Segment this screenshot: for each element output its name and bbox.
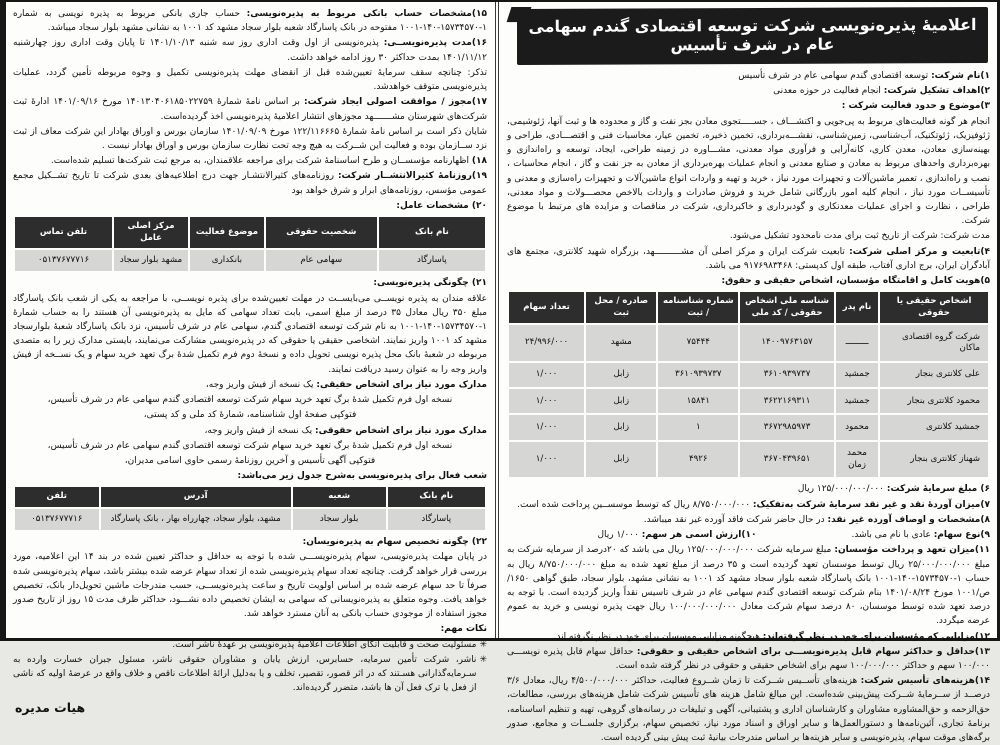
founder-father: ـــــــــ bbox=[836, 325, 878, 361]
branches-col-bank: نام بانک bbox=[388, 487, 485, 506]
item-11-label: ۱۱)میزان تعهد و پرداخت مؤسسان: bbox=[834, 545, 990, 556]
founders-col-issued: صادره / محل ثبت bbox=[586, 292, 656, 323]
items-9-10-row bbox=[507, 528, 990, 542]
item-11-founders-commitment bbox=[507, 543, 990, 628]
item-1-company-name bbox=[507, 69, 990, 83]
branch-address: مشهد، بلوار سجاد، چهارراه بهار ، بانک پاسارگاد bbox=[101, 509, 291, 530]
item-10-text: ۱/۰۰۰ ریال bbox=[597, 530, 639, 541]
item-17-license bbox=[13, 95, 487, 123]
branches-header-row bbox=[15, 487, 485, 506]
item-19-newspaper bbox=[13, 169, 487, 197]
item-14-establishment-costs bbox=[507, 674, 990, 745]
item-10-nominal-value bbox=[597, 528, 756, 542]
docs-legal-text: یک نسخه از فیش واریز وجه، bbox=[204, 425, 313, 436]
branch-name: بلوار سجاد bbox=[293, 509, 386, 530]
founders-header-row bbox=[509, 292, 988, 323]
board-signature: هیات مدیره bbox=[15, 699, 86, 715]
docs-legal-heading bbox=[13, 424, 487, 438]
founder-shares: ۱/۰۰۰ bbox=[509, 415, 584, 439]
founder-certificate: ۳۶۱۰۹۳۹۷۳۷ bbox=[658, 363, 738, 387]
item-21-heading bbox=[13, 276, 487, 290]
left-column bbox=[6, 2, 494, 715]
founder-shares: ۱/۰۰۰ bbox=[509, 442, 584, 478]
item-20-label: ۲۰) مشخصات عامل: bbox=[396, 200, 487, 211]
asterisk-icon: ✳ bbox=[479, 654, 487, 665]
item-17-note: شایان ذکر است بر اساس نامهٔ شمارهٔ ۱۲۲/۱۱۶۶۶۵ مورخ ۱۴۰۱/۰۹/۰۹ سازمان بورس و اوراق بهادار این شرکت معاف از ثبت نزد ســازمان بوده و فعالیت این شــرکت به هیچ وجه تحت نظارت سازمان بورس و اوراق بهادار نیست . bbox=[13, 126, 488, 151]
branches-heading bbox=[13, 469, 487, 483]
founders-col-father: نام پدر bbox=[836, 292, 878, 323]
item-8-label: ۸)مشخصات و اوصاف آورده غیر نقد: bbox=[827, 514, 990, 525]
item-21-body: علاقه مندان به پذیره نویســی می‌بایســت در مهلت تعیین‌شده برای پذیره نویســی، با مراجعه به یکی از شعب بانک پاسارگاد مبلغ ۳۵۰ ریال معادل ۳۵ درصد از مبلغ اسمی، بابت تعداد سهامی که مایل به پذیره‌نویسی آن هستند را به حساب شمارهٔ ۱-۱۵۷۳۴۵۷۰-۱۴۰-۱۰۰۱ به نام شرکت توسعه اقتصادی گندم، سهامی عام در شرف تأسیس، نزد بانک پاسارگاد شعبهٔ بلوارسجاد مشهد کد ۱۰۰۱ واریز نمایند. اشخاصی حقیقی یا حقوقی که در پذیره‌نویسی مشارکت می‌نمایند، بایستی مدارک زیر را به متصدی مربوطه در شعبهٔ بانک محل پذیره نویسی تحویل داده و نسخهٔ دوم فرم تکمیل شدهٔ برگ تعهد خرید سهام و یک نســخه از فیش واریز وجه را به عنوان رسید دریافت نمایند. bbox=[13, 293, 488, 375]
agent-header-row bbox=[15, 217, 485, 248]
table-row bbox=[509, 389, 988, 413]
branches-col-branch: شعبه bbox=[293, 487, 386, 506]
item-22-body: در پایان مهلت پذیره‌نویسی، سهام پذیره‌نویســـی شده با توجه به حداقل و حداکثر تعیین شده در بند ۱۴ این اعلامیه، مورد بررسی قرار خواهد گرفت. چنانچه تعداد سهام پذیره‌نویسی شده از تعداد سهام عرضه شده بیشتر باشد، سهام پذیره‌نویسی شده صرفاً تا حد سهام عرضه شده بر اساس اولویت تاریخ و ساعت پذیره‌نویســی، حسب مندرجات ماشین تحویل‌دار بانک، تخصیص خواهد یافت. وجوه متعلق به پذیره‌نویسانی که سهامی به ایشان تخصیص داده نشـــود، حداکثر ظرف مدت ۱۵ روز از تاریخ صدور مجوز استفاده از موجودی حساب بانکی به آنان مسترد خواهد شد. bbox=[13, 552, 487, 620]
branches-col-phone: تلفن bbox=[15, 487, 99, 506]
agent-bank: پاسارگاد bbox=[379, 250, 485, 271]
founder-shares: ۱/۰۰۰ bbox=[509, 363, 584, 387]
founder-national-id: ۳۶۱۰۹۳۹۷۳۷ bbox=[740, 363, 834, 387]
item-10-label: ۱۰)ارزش اسمی هر سهم: bbox=[641, 530, 757, 541]
item-6-capital bbox=[507, 482, 990, 496]
founder-issued: زابل bbox=[586, 363, 656, 387]
agent-head-office: مشهد بلوار سجاد bbox=[114, 250, 188, 271]
founder-name: شهناز کلانتری بنجار bbox=[880, 442, 988, 478]
item-7-text: ۸/۷۵۰/۰۰۰/۰۰۰ ریال که توسط موسســین پرداخت شده است. bbox=[517, 499, 751, 510]
note-bullet-1 bbox=[13, 638, 487, 652]
item-12-founder-benefits bbox=[507, 630, 990, 644]
founder-national-id: ۳۶۷۰۴۳۹۶۵۱ bbox=[740, 442, 834, 478]
item-11-text: مبلغ سرمایه شرکت ۱۲۵/۰۰۰/۰۰۰/۰۰۰ ریال می باشد که ۲۰درصد از سرمایه شرکت به مبلغ ۲۵/۰۰۰/۰۰۰/۰۰۰ ریال توسط موسسان تعهد گردیده است و ۳۵ درصد از مبلغ تعهد شده به مبلغ ۸/۷۵۰/۰۰۰/۰۰۰ ریال به حساب ۱-۱۵۷۳۴۵۷۰-۱۴۰-۱۰۰۱ بانک پاسارگاد شعبه بلوار سجاد مشهد کد ۱۰۰۱ به نشانی مشهد، بلوار سجاد، طبق گواهی ۱۶۵۰/ص/۱۰۰۱ مورخ ۱۴۰۱/۰۸/۲۴ بنام شرکت توسعه اقتصادی گندم سهامی عام در شرف تاسیس نقداً واریز گردیده است. با توجه به درصد تعهد شده توسط موسسان، ۸۰ درصد سهام شرکت معادل ۱۰۰/۰۰۰/۰۰۰/۰۰۰ ریال جهت پذیره نویسی و خرید به عموم عرضه میگردد. bbox=[507, 545, 991, 627]
item-14-text: هزینه‌های تأســیس شــرکت تا زمان شــروع فعالیت، حداکثر ۴/۵۰۰/۰۰۰/۰۰۰ ریال، معادل ۳/۶ درصــد از ســرمایهٔ شــرکت پیش‌بینی شده‌است. این مبالغ شامل هزینه های تأسیس شرکت شامل هزینه‌های بررسی، مطالعات، حق‌الزحمه و حق‌المشاوره مشاوران و کارشناسان اداری و پشتیبانی، آگهی و تبلیغات در رسانه‌های گروهی، تهیه و تنظیم اساسنامه، برنامهٔ تجاری، آئین‌نامه‌ها و دستورالعمل‌ها و سایر اوراق و اسناد مورد نیاز، تخصیص سهام، برگزاری جلســات و مجامع، صدور برگه‌های موقت سهام، پذیره‌نویسی و سایر هزینه‌ها بر اساس مندرجات بیانیهٔ ثبت پیش بینی گردیده است. bbox=[507, 676, 990, 744]
item-13-min-max-shares bbox=[507, 645, 990, 673]
item-1-text: توسعه اقتصادی گندم سهامی عام در شرف تأسیس bbox=[738, 71, 929, 81]
item-12-label: ۱۲)مزایایی که مؤسسان برای خود در نظر گرفته‌اند: bbox=[762, 631, 990, 642]
founder-national-id: ۳۶۷۲۹۸۵۹۷۳ bbox=[740, 415, 834, 439]
right-column bbox=[500, 2, 997, 744]
item-2-label: ۲)اهداف تشکیل شرکت: bbox=[883, 86, 990, 97]
item-2-text: انجام فعالیت در حوزه معدنی bbox=[773, 86, 881, 97]
item-8-noncash bbox=[507, 513, 990, 527]
item-5-heading bbox=[507, 274, 990, 288]
important-notes-label: نکات مهم: bbox=[440, 624, 487, 635]
founders-table bbox=[507, 290, 990, 479]
docs-individuals-line-1: نسخه اول فرم تکمیل شدهٔ برگ تعهد خرید سهام شرکت توسعه اقتصادی گندم سهامی عام در شرف تأسیس، bbox=[47, 395, 453, 406]
item-3-body: انجام هر گونه فعالیت‌های مربوط به پی‌جویی و اکتشـــاف ، جســـــتجوی معادن بجز نفت و گاز و محدوده ها و ثبت آنها، ژئوشیمی، ژئوفیزیک، ژئوتکنیک، آب‌شناسی، زمین‌شناسی، نقشـــه‌برداری، تخمین ذخیره، تخمین عیار، محاسبات فنی و اقتصـــادی، طراحی و بهینه‌سازی معادن، معدن کاری، کانه‌آرایی و فرآوری مواد معدنی، مشـــاوره در زمینه طراحی، ایجاد، توسعه و راه‌اندازی و بهره‌برداری واحدهای مربوط به معادن و صنایع معدنی و انجام عملیات بهره‌برداری از معادن به جز نفت و گاز ، انجام محاسبات ، نصب و راه‌اندازی ، تعمیر ماشین‌آلات و تجهیزات مورد نیاز ، خرید و تهیه و واردات انواع ماشین‌آلات و تجهیزات راه‌سازی و معدنی و تأسیســات مورد نیاز ، انجام کلیه امور بازرگانی شامل خرید و فروش صادرات و واردات بالاخص محصـــولات و مواد معدنی، طراحی ، نظارت و اجرای عملیات معدنکاری و گودبرداری و خاکبرداری، شرکت در مناقصات و مزایده های مرتبط با موضوع شرکت. bbox=[507, 116, 990, 227]
item-15-bank-account bbox=[13, 7, 487, 35]
founder-father: محمد زمان bbox=[836, 442, 878, 478]
item-8-text: در حال حاضر شرکت فاقد آورده غیر نقد میباشد. bbox=[643, 514, 825, 525]
docs-legal-line-2: فتوکپی آگهی تأسیس و آخرین روزنامهٔ رسمی حاوی اسامی مدیران، bbox=[124, 455, 376, 466]
item-15-text: حساب جاری بانکی مربوط به پذیره نویسی به شماره ۱-۱۵۷۳۴۵۷۰-۱۴۰-۱۰۰۱ مفتوحه در بانک پاسارگاد شعبه بلوار سجاد مشهد کد ۱۰۰۱ به نشانی مشهد بلوار سجاد میباشد. bbox=[13, 9, 487, 34]
founder-name: جمشید کلانتری bbox=[880, 415, 988, 439]
founder-name: علی کلانتری بنجار bbox=[880, 363, 988, 387]
item-18-label: ۱۸) bbox=[471, 156, 487, 167]
item-3-duration: مدت شرکت: شرکت از تاریخ ثبت برای مدت نامحدود تشکیل می‌شود. bbox=[729, 231, 990, 242]
item-3-heading bbox=[507, 99, 990, 113]
column-divider bbox=[495, 2, 499, 638]
item-16-subscription-period bbox=[13, 36, 487, 64]
agent-col-head-office: مرکز اصلی عامل bbox=[114, 217, 188, 248]
item-17-label: ۱۷)مجوز / موافقت اصولی ایجاد شرکت: bbox=[304, 97, 487, 108]
founders-col-national-id: شناسه ملی اشخاص حقوقی / کد ملی bbox=[740, 292, 834, 323]
table-row bbox=[509, 415, 988, 439]
founders-col-shares: تعداد سهام bbox=[509, 292, 584, 323]
founder-issued: زابل bbox=[586, 442, 656, 478]
founder-certificate: ۱ bbox=[658, 415, 738, 439]
item-13-text: حداقل سهام قابل پذیره نویســـی ۱۰۰/۰۰۰ سهم و حداکثر ۱۰۰/۰۰۰/۰۰۰ سهم برای اشخاص حقیقی و حقوقی در نظر گرفته شده است. bbox=[507, 646, 990, 672]
table-row bbox=[15, 250, 485, 271]
note-2-text: ناشر، شرکت تأمین سرمایه، حسابرس، ارزش یابان و مشاوران حقوقی ناشر، مسئول جبران خسارت وارده به سـرمایه‌گذارانی هسـتند که در اثر قصور، تقصیر، تخلف و یا به‌دلیل ارائهٔ اطلاعات ناقص و خلاف واقع در عرضهٔ اولیه که ناشی از فعل یا ترک فعل آن ها باشد، متضرر گردیده‌اند. bbox=[13, 654, 477, 694]
item-17-text: بر اساس نامهٔ شمارهٔ ۱۴۰۱۳۰۴۰۶۱۸۵۰۲۲۷۵۹ مورخ ۱۴۰۱/۰۹/۱۶ ادارهٔ ثبت شرکت‌های شهرستان مشـــــــهد مجوزهای انتشار اعلامیهٔ پذیره‌نویسی اخذ گردیده‌است. bbox=[13, 97, 487, 122]
item-4-domicile bbox=[507, 245, 990, 273]
founders-col-certificate: شماره شناسنامه / ثبت bbox=[658, 292, 738, 323]
item-7-label: ۷)میزان آوردهٔ نقد و غیر نقد سرمایهٔ شرکت به‌تفکیک: bbox=[752, 499, 990, 510]
agent-phone: ۰۵۱۳۷۶۷۷۷۱۶ bbox=[15, 250, 112, 271]
note-bullet-2 bbox=[13, 653, 487, 696]
item-7-cash-contribution bbox=[507, 498, 990, 512]
founders-col-person: اشخاص حقیقی یا حقوقی bbox=[880, 292, 988, 323]
item-20-heading bbox=[13, 199, 487, 213]
item-5-label: ۵)هویت کامل و اقامتگاه مؤسسان، اشخاص حقیقی و حقوق: bbox=[721, 276, 990, 287]
item-9-label: ۹)نوع سهام: bbox=[933, 530, 990, 541]
docs-legal-label: مدارک مورد نیاز برای اشخاص حقوقی: bbox=[315, 425, 487, 436]
item-15-label: ۱۵)مشخصات حساب بانکی مربوط به پذیره‌نویسی: bbox=[246, 9, 487, 19]
item-12-text: هیچگونه مزایایی موسسان برای خود در نظر نگرفته اند. bbox=[553, 631, 760, 642]
item-18-declaration bbox=[13, 154, 487, 168]
docs-legal-line-1: نسخه اول فرم تکمیل شدهٔ برگ تعهد خرید سهام شرکت توسعه اقتصادی گندم سهامی عام در شرف تأسیس، bbox=[47, 440, 453, 451]
item-19-label: ۱۹)روزنامهٔ کثیرالانتشــار شرکت: bbox=[337, 171, 487, 182]
note-1-text: مسئولیت صحت و قابلیت اتکای اطلاعات اعلامیهٔ پذیره‌نویسی بر عهدهٔ ناشر است. bbox=[172, 639, 477, 650]
agent-col-activity: موضوع فعالیت bbox=[190, 217, 264, 248]
agent-legal-personality: سهامی عام bbox=[266, 250, 377, 271]
agent-col-legal-personality: شخصیت حقوقی bbox=[266, 217, 377, 248]
asterisk-icon: ✳ bbox=[479, 639, 487, 650]
branches-label: شعب فعال برای پذیره‌نویسی به‌شرح جدول زیر می‌باشد: bbox=[237, 471, 487, 482]
table-row bbox=[509, 325, 988, 361]
table-row bbox=[509, 363, 988, 387]
item-16-label: ۱۶)مدت پذیره‌نویســی: bbox=[383, 38, 487, 49]
table-row bbox=[15, 509, 485, 530]
docs-individuals-label: مدارک مورد نیاز برای اشخاص حقیقی: bbox=[316, 379, 487, 390]
item-4-label: ۴)تابعیت و مرکز اصلی شرکت: bbox=[849, 246, 990, 257]
founder-name: شرکت گروه اقتصادی ماکان bbox=[880, 325, 988, 361]
founder-father: جمشید bbox=[836, 363, 878, 387]
item-3-label: ۳)موضوع و حدود فعالیت شرکت : bbox=[841, 101, 990, 112]
founder-issued: زابل bbox=[586, 415, 656, 439]
founder-father: جمشید bbox=[836, 389, 878, 413]
item-19-text: روزنامه‌های کثیرالانتشـار جهت درج اطلاعیه‌های بعدی شرکت تا تاریخ تشــکیل مجمع عمومی مؤسس، روزنامه‌های ابرار و شرق خواهد بود bbox=[13, 171, 487, 196]
agent-table bbox=[13, 215, 487, 273]
agent-activity: بانکداری bbox=[190, 250, 264, 271]
founder-issued: مشهد bbox=[586, 325, 656, 361]
title-bar bbox=[517, 7, 988, 65]
item-9-share-type bbox=[851, 528, 990, 542]
table-row bbox=[509, 442, 988, 478]
docs-individuals-line-2: فتوکپی صفحهٔ اول شناسنامه، شمارهٔ کد ملی و کد پستی، bbox=[143, 410, 357, 421]
item-16-note: تذکر: چنانچه سقف سرمایهٔ تعیین‌شده قبل از انقضای مهلت پذیره‌نویسی تکمیل و وجوه مربوطه تأمین گردد، عملیات پذیره‌نویسی متوقف خواهدشد. bbox=[13, 67, 487, 93]
item-14-label: ۱۴)هزینه‌های تأسیس شرکت: bbox=[860, 676, 991, 687]
item-4-text: تابعیت شرکت ایران و مرکز اصلی آن مشــــــــــهد، بزرگراه شهید کلانتری، مجتمع های آبادگران ایران، برج اداری آفتاب، طبقه اول کدپستی: ۹۱۷۶۹۸۳۴۶۸ می باشد. bbox=[507, 246, 990, 271]
founder-certificate: ۴۹۲۶ bbox=[658, 442, 738, 478]
founder-issued: زابل bbox=[586, 389, 656, 413]
branch-bank: پاسارگاد bbox=[388, 509, 485, 530]
item-21-label: ۲۱) چگونگی پذیره‌نویسی: bbox=[373, 278, 487, 289]
founder-certificate: ۱۵۸۴۱ bbox=[658, 389, 738, 413]
founder-shares: ۲۴/۹۹۶/۰۰۰ bbox=[509, 325, 584, 361]
docs-individuals-heading bbox=[13, 378, 487, 392]
founder-father: محمود bbox=[836, 415, 878, 439]
item-9-text: عادی با نام می باشد. bbox=[851, 530, 931, 541]
agent-col-phone: تلفن تماس bbox=[15, 217, 112, 248]
agent-col-bank: نام بانک bbox=[379, 217, 485, 248]
item-1-label: ۱)نام شرکت: bbox=[931, 71, 990, 81]
item-13-label: ۱۳)حداقل و حداکثر سهام قابل پذیره‌نویســـی برای اشخاص حقیقی و حقوقی: bbox=[636, 646, 991, 657]
important-notes-heading bbox=[13, 622, 487, 636]
founder-shares: ۱/۰۰۰ bbox=[509, 389, 584, 413]
item-6-label: ۶) مبلغ سرمایهٔ شرکت: bbox=[886, 484, 990, 495]
branches-col-address: آدرس bbox=[101, 487, 291, 506]
item-2-goals bbox=[507, 84, 990, 98]
page-title: اعلامیهٔ پذیره‌نویسی شرکت توسعه اقتصادی گندم سهامی عام در شرف تأسیس bbox=[528, 15, 977, 55]
founder-national-id: ۳۶۲۲۱۶۹۳۱۱ bbox=[740, 389, 834, 413]
item-16-text: پذیره‌نویسی از اول وقت اداری روز سه شنبه ۱۴۰۱/۱۰/۱۳ تا پایان وقت اداری روز چهارشنبه ۱۴۰۱/۱۱/۱۲ بمدت حداکثر ۳۰ روز ادامه خواهد داشت. bbox=[13, 38, 487, 63]
founder-certificate: ۷۵۴۴۴ bbox=[658, 325, 738, 361]
founder-national-id: ۱۴۰۰۹۷۶۳۱۵۷ bbox=[740, 325, 834, 361]
founder-name: محمود کلانتری بنجار bbox=[880, 389, 988, 413]
docs-individuals-text: یک نسخه از فیش واریز وجه، bbox=[205, 379, 314, 390]
branch-phone: ۰۵۱۳۷۶۷۷۷۱۶ bbox=[15, 509, 99, 530]
item-22-label: ۲۲) چگونه تخصیص سهام به پذیره‌نویسان: bbox=[302, 537, 487, 548]
item-22-heading bbox=[13, 535, 487, 549]
item-18-text: اظهارنامه مؤسســان و طرح اساسنامهٔ شرکت برای مراجعه علاقمندان، به مرجع ثبت شرکت‌ها تسلیم شده‌است. bbox=[50, 156, 469, 167]
item-6-text: ۱۲۵/۰۰۰/۰۰۰/۰۰۰ ریال bbox=[797, 484, 884, 495]
branches-table bbox=[13, 485, 487, 532]
